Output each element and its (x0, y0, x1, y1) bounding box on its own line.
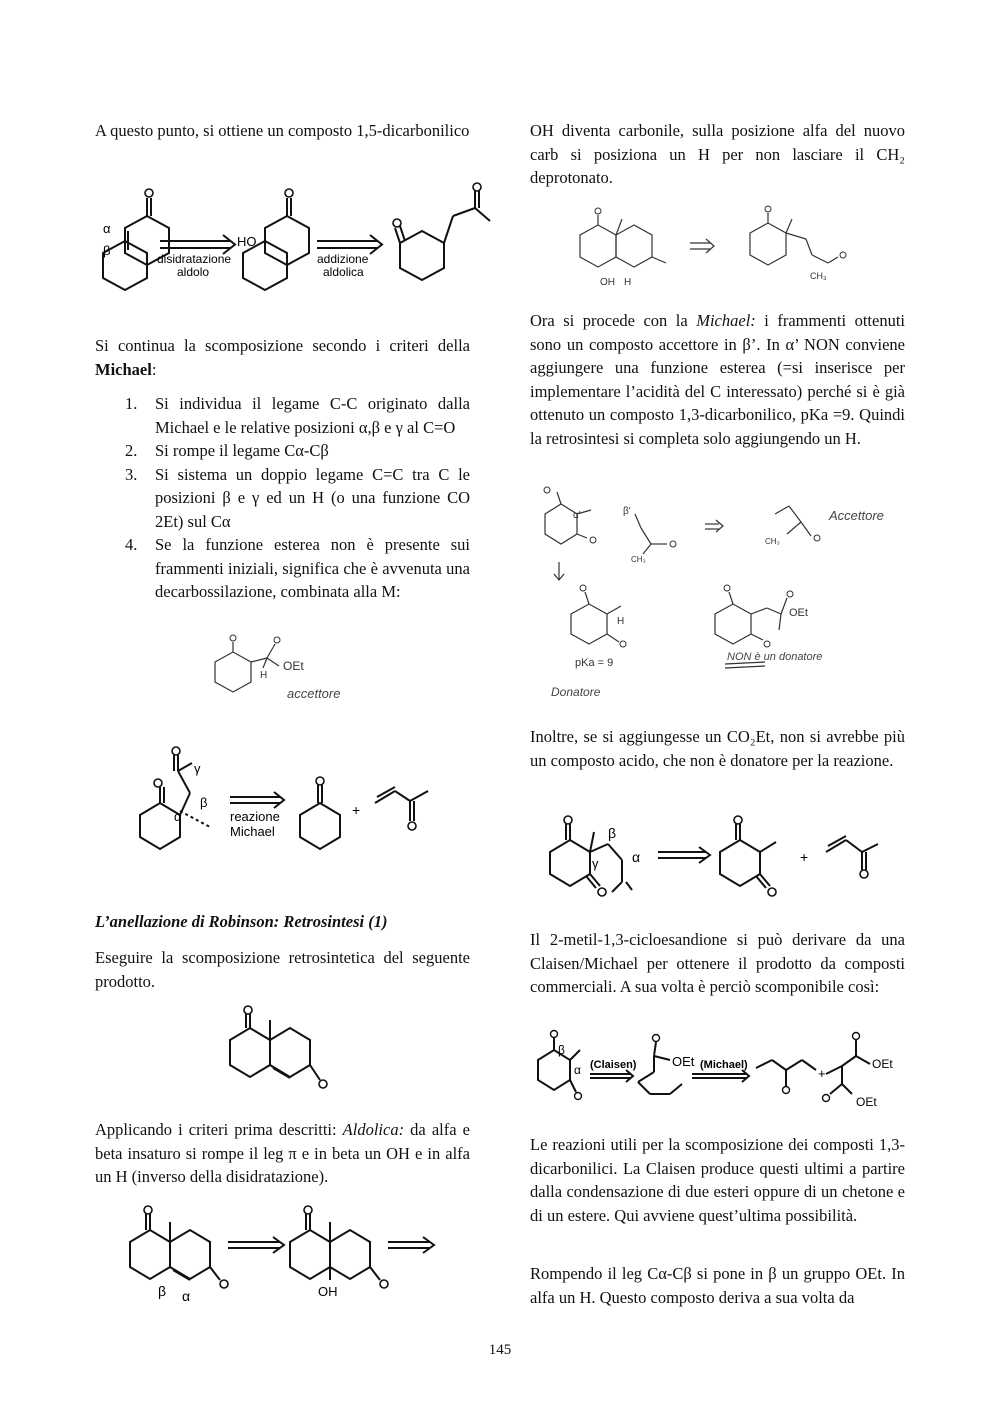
h-label: H (617, 616, 625, 627)
figure-aldol-reversal (120, 1200, 450, 1304)
oh-label: OH (318, 1284, 338, 1299)
paragraph-co2et: Inoltre, se si aggiungesse un CO₂Et, non si avrebbe più un composto acido, che non è donatore per la reazione. (530, 727, 905, 770)
ch3-label-2: CH₃ (765, 537, 780, 546)
oet-label: OEt (672, 1054, 695, 1069)
alpha-label: α (632, 849, 641, 865)
figure-aldol-retro (95, 183, 490, 298)
paragraph-aldol-criteria: Applicando i criteri prima descritti: Aldolica: da alfa e beta insaturo si rompe il leg π e in beta un OH e in alfa un H (inverso della disidratazione). (95, 1120, 470, 1186)
oh-label: OH (600, 277, 615, 288)
alpha-label: α (174, 809, 182, 824)
plus-sign: + (800, 849, 809, 865)
paragraph-claisen-michael: Il 2-metil-1,3-cicloesandione si può derivare da una Claisen/Michael per ottenere il prodotto da composti commerciali. A sua volta è perciò scomponibile così: (530, 930, 905, 996)
list-item: 4. Se la funzione esterea non è presente sui frammenti iniziali, significa che è avvenuta una decarbossilazione, combinata alla M: (125, 535, 470, 601)
pka-label: pKa = 9 (575, 657, 614, 669)
beta-prime-label: β' (623, 506, 631, 517)
plus-sign: + (352, 802, 361, 818)
beta-label: β (608, 825, 617, 841)
arrow-label-dehydration: disidratazione (157, 252, 232, 266)
alpha-label: α (182, 1288, 191, 1304)
list-item: 1. Si individua il legame C-C originato dalla Michael e le relative posizioni α,β e γ al C=O (125, 394, 470, 437)
arrow-label-aldolic: aldolica (323, 265, 364, 279)
beta-label: β (103, 243, 111, 258)
oet-label: OEt (789, 607, 808, 619)
list-item: 3. Si sistema un doppio legame C=C tra C le posizioni β e γ ed un H (o una funzione CO 2Et) sul Cα (125, 464, 470, 531)
alpha-label: α (574, 1063, 581, 1077)
ch3-label: CH₃ (631, 555, 646, 564)
arrow-label-reazione: reazione (230, 809, 280, 824)
figure-handwritten-aldol (570, 205, 870, 295)
figure-handwritten-michael (535, 484, 905, 704)
michael-label: (Michael) (700, 1059, 748, 1071)
gamma-label: γ (592, 856, 599, 871)
plus-sign: + (818, 1066, 826, 1081)
paragraph-oh-carbonyl: OH diventa carbonile, sulla posizione alfa del nuovo carb si posiziona un H per non lasciare il CH₂ deprotonato. (530, 121, 905, 187)
paragraph-breaking-bond: Rompendo il leg Cα-Cβ si pone in β un gruppo OEt. In alfa un H. Questo composto deriva a sua volta da (530, 1264, 905, 1307)
figure-claisen-michael-scheme (530, 1030, 905, 1115)
gamma-label: γ (194, 761, 201, 776)
paragraph-michael-criteria: Si continua la scomposizione secondo i criteri della Michael: (95, 336, 470, 379)
ho-label: HO (237, 234, 257, 249)
handwritten-note-donatore: Donatore (551, 685, 601, 699)
figure-target-product (220, 1010, 340, 1100)
figure-handwritten-ketoester (205, 632, 375, 712)
oet-label-2: OEt (872, 1057, 893, 1071)
alpha-label: α (103, 221, 111, 236)
paragraph-michael-step: Ora si procede con la Michael: i frammenti ottenuti sono un composto accettore in β’. In α’ NON conviene aggiungere una funzione esterea (=si inserisce per implementare l’acidità del C interessato) perché si è già ottenuto un composto 1,3-dicarbonilico, pKa =9. Quindi la retrosintesi si completa solo aggiungendo un H. (530, 311, 906, 448)
ch3-label: CH₃ (810, 271, 827, 281)
beta-label: β (200, 795, 208, 810)
claisen-label: (Claisen) (590, 1059, 637, 1071)
oet-label-3: OEt (856, 1095, 877, 1109)
alpha-prime-label: α' (573, 510, 581, 521)
oet-label: OEt (283, 659, 304, 673)
handwritten-note-accettore: Accettore (829, 508, 884, 523)
h-label: H (260, 670, 268, 681)
paragraph-intro-dicarbonyl: A questo punto, si ottiene un composto 1,5-dicarbonilico (95, 121, 470, 140)
section-heading: L’anellazione di Robinson: Retrosintesi (1) (95, 912, 388, 931)
h-label: H (624, 277, 632, 288)
beta-label: β (158, 1283, 167, 1299)
page-number: 145 (488, 1342, 512, 1358)
arrow-label-michael: Michael (230, 824, 275, 839)
arrow-label-aldol: aldolo (177, 265, 210, 279)
handwritten-note-non-donatore: NON è un donatore (727, 651, 823, 663)
handwritten-note: accettore (287, 686, 341, 701)
paragraph-exercise: Eseguire la scomposizione retrosintetica del seguente prodotto. (95, 948, 470, 991)
beta-label: β (558, 1043, 565, 1057)
michael-steps-list (95, 392, 470, 604)
figure-michael-fragments (540, 810, 880, 905)
paragraph-useful-reactions: Le reazioni utili per la scomposizione dei composti 1,3-dicarbonilici. La Claisen produce questi ultimi a partire dalla condensazione di due esteri oppure di un chetone e di un estere. Qui avviene quest’ultima possibilità. (530, 1135, 905, 1225)
list-item: 2. Si rompe il legame Cα-Cβ (125, 441, 329, 460)
arrow-label-addition: addizione (317, 252, 369, 266)
figure-michael-reaction (130, 745, 450, 855)
